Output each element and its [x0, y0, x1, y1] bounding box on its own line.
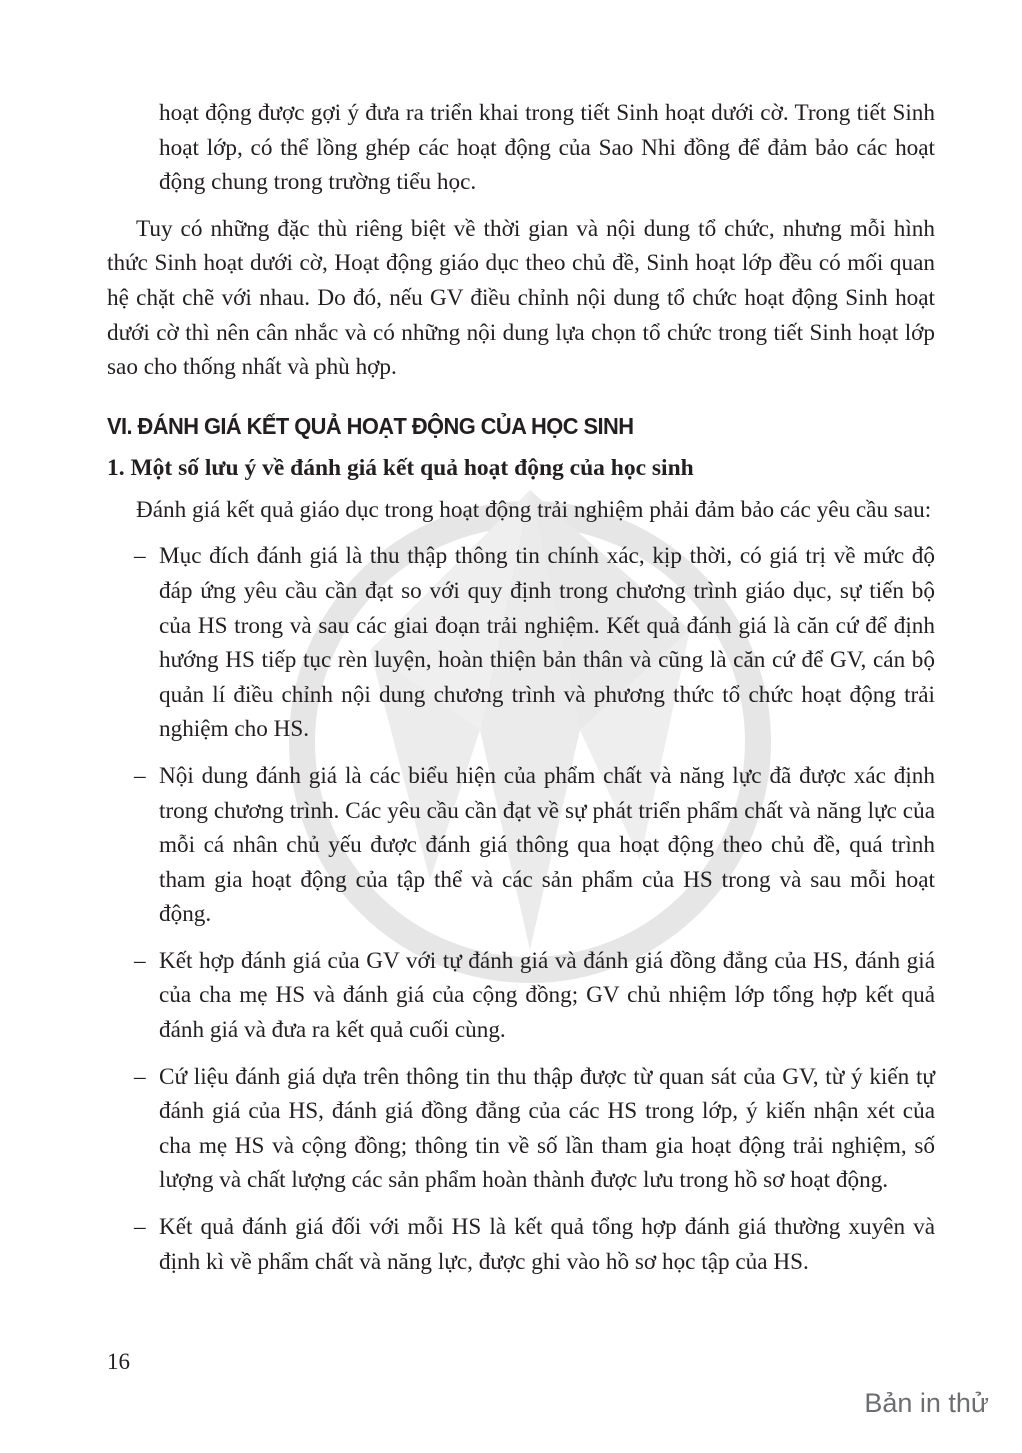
page-content — [107, 96, 935, 1279]
requirements-intro: Đánh giá kết quả giáo dục trong hoạt động trải nghiệm phải đảm bảo các yêu cầu sau: — [136, 496, 932, 523]
bullet-dash-icon: – — [134, 543, 146, 570]
list-item — [107, 759, 935, 932]
bullet-dash-icon: – — [134, 947, 146, 974]
list-item-text: Kết hợp đánh giá của GV với tự đánh giá và đánh giá đồng đẳng của HS, đánh giá của cha mẹ HS và đánh giá của cộng đồng; GV chủ nhiệm lớp tổng hợp kết quả đánh giá và đưa ra kết quả cuối cùng. — [159, 947, 935, 1044]
list-item-text: Nội dung đánh giá là các biểu hiện của phẩm chất và năng lực đã được xác định trong chương trình. Các yêu cầu cần đạt về sự phát triển phẩm chất và năng lực của mỗi cá nhân chủ yếu được đánh giá thông qua hoạt động theo chủ đề, quá trình tham gia hoạt động của tập thể và các sản phẩm của HS trong và sau mỗi hoạt động. — [159, 762, 935, 928]
list-item — [107, 539, 935, 747]
page-number: 16 — [107, 1349, 130, 1374]
proof-print-label: Bản in thử — [864, 1388, 989, 1418]
requirements-list — [107, 539, 935, 1279]
list-item-text: Mục đích đánh giá là thu thập thông tin chính xác, kịp thời, có giá trị về mức độ đáp ứng yêu cầu cần đạt so với quy định trong chương trình giáo dục, sự tiến bộ của HS trong và sau các giai đoạn trải nghiệm. Kết quả đánh giá là căn cứ để định hướng HS tiếp tục rèn luyện, hoàn thiện bản thân và cũng là căn cứ để GV, cán bộ quản lí điều chỉnh nội dung chương trình và phương thức tổ chức hoạt động trải nghiệm cho HS. — [159, 543, 935, 743]
list-item — [107, 1210, 935, 1279]
bullet-dash-icon: – — [134, 762, 146, 789]
list-item-text: Cứ liệu đánh giá dựa trên thông tin thu thập được từ quan sát của GV, từ ý kiến tự đánh giá của HS, đánh giá đồng đẳng của các HS trong lớp, ý kiến nhận xét của cha mẹ HS và cộng đồng; thông tin về số lần tham gia hoạt động trải nghiệm, số lượng và chất lượng các sản phẩm hoàn thành được lưu trong hồ sơ hoạt động. — [159, 1063, 935, 1194]
list-item — [107, 1060, 935, 1198]
list-item — [107, 944, 935, 1048]
section-heading: VI. ĐÁNH GIÁ KẾT QUẢ HOẠT ĐỘNG CỦA HỌC SINH — [107, 412, 634, 439]
continuation-paragraph: hoạt động được gợi ý đưa ra triển khai trong tiết Sinh hoạt dưới cờ. Trong tiết Sinh hoạt lớp, có thể lồng ghép các hoạt động của Sao Nhi đồng để đảm bảo các hoạt động chung trong trường tiểu học. — [159, 100, 935, 196]
intro-paragraph: Tuy có những đặc thù riêng biệt về thời gian và nội dung tổ chức, nhưng mỗi hình thức Sinh hoạt dưới cờ, Hoạt động giáo dục theo chủ đề, Sinh hoạt lớp đều có mối quan hệ chặt chẽ với nhau. Do đó, nếu GV điều chỉnh nội dung tổ chức hoạt động Sinh hoạt dưới cờ thì nên cân nhắc và có những nội dung lựa chọn tổ chức trong tiết Sinh hoạt lớp sao cho thống nhất và phù hợp. — [107, 215, 935, 381]
bullet-dash-icon: – — [134, 1214, 146, 1241]
subsection-heading: 1. Một số lưu ý về đánh giá kết quả hoạt động của học sinh — [107, 454, 694, 481]
list-item-text: Kết quả đánh giá đối với mỗi HS là kết quả tổng hợp đánh giá thường xuyên và định kì về phẩm chất và năng lực, được ghi vào hồ sơ học tập của HS. — [159, 1214, 935, 1275]
bullet-dash-icon: – — [134, 1063, 146, 1090]
